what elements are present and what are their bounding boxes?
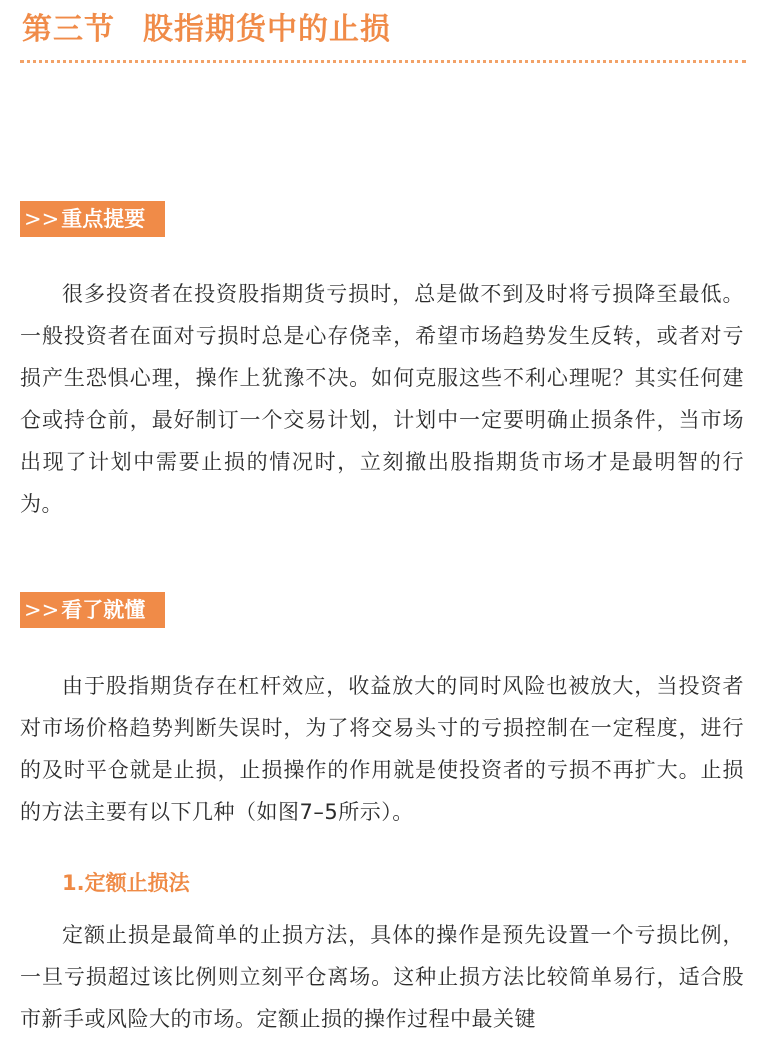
key-points-paragraph: 很多投资者在投资股指期货亏损时，总是做不到及时将亏损降至最低。一般投资者在面对亏损时总是心存侥幸，希望市场趋势发生反转，或者对亏损产生恐惧心理，操作上犹豫不决。如何克服这些不利心理呢？其实任何建仓或持仓前，最好制订一个交易计划，计划中一定要明确止损条件，当市场出现了计划中需要止损的情况时，立刻撤出股指期货市场才是最明智的行为。 <box>20 282 744 516</box>
key-points-tag <box>20 201 165 237</box>
understand-tag-label: 看了就懂 <box>61 597 146 622</box>
section-number: 第三节 <box>22 12 115 47</box>
section-heading: 股指期货中的止损 <box>143 12 391 47</box>
key-points-tag-label: 重点提要 <box>61 206 146 231</box>
title-dotted-divider <box>20 60 746 63</box>
fixed-stop-loss-heading: 1.定额止损法 <box>62 871 190 895</box>
double-chevron-icon: >> <box>24 598 60 622</box>
understand-paragraph: 由于股指期货存在杠杆效应，收益放大的同时风险也被放大，当投资者对市场价格趋势判断失误时，为了将交易头寸的亏损控制在一定程度，进行的及时平仓就是止损，止损操作的作用就是使投资者的亏损不再扩大。止损的方法主要有以下几种（如图7–5所示）。 <box>20 674 744 824</box>
understand-tag <box>20 592 165 628</box>
section-title <box>22 10 391 50</box>
fixed-stop-loss-paragraph: 定额止损是最简单的止损方法，具体的操作是预先设置一个亏损比例，一旦亏损超过该比例则立刻平仓离场。这种止损方法比较简单易行，适合股市新手或风险大的市场。定额止损的操作过程中最关键 <box>20 923 744 1031</box>
double-chevron-icon: >> <box>24 207 60 231</box>
